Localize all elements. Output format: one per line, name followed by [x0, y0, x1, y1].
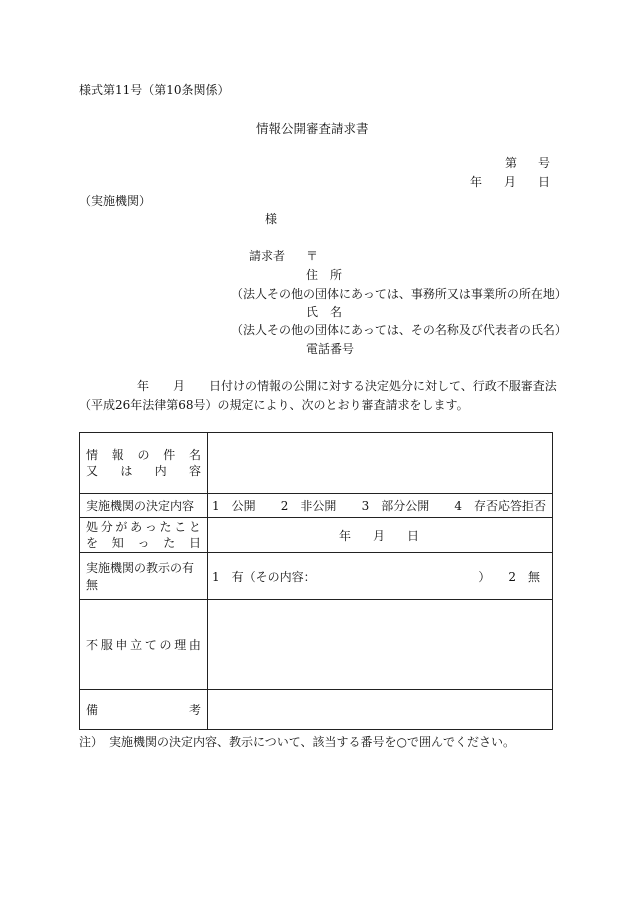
body-sentence: 日付けの情報の公開に対する決定処分に対して、行政不服審査法	[209, 379, 557, 393]
option-non-public[interactable]: 2 非公開	[280, 499, 337, 513]
date-year: 年	[470, 175, 483, 189]
body-month: 月	[173, 379, 186, 393]
name-char-1: 氏	[306, 305, 319, 319]
body-year: 年	[137, 379, 150, 393]
reason-value-cell[interactable]	[208, 600, 553, 690]
remarks-value-cell[interactable]	[208, 690, 553, 730]
date-day: 日	[537, 175, 550, 189]
instruction-value-cell	[208, 553, 553, 600]
table-row	[80, 494, 553, 518]
form-id: 様式第11号（第10条関係）	[79, 83, 230, 97]
name-char-2: 名	[329, 305, 342, 319]
instruction-options	[208, 568, 552, 585]
decision-options	[208, 497, 552, 514]
requester-label: 請求者	[249, 249, 286, 263]
table-row	[80, 518, 553, 553]
number-line	[505, 157, 550, 169]
table-row	[80, 600, 553, 690]
table-row	[80, 690, 553, 730]
document-title: 情報公開審査請求書	[256, 121, 369, 136]
name-note: （法人その他の団体にあっては、その名称及び代表者の氏名）	[231, 323, 567, 337]
address-char-1: 住	[306, 268, 319, 282]
date-line	[470, 176, 550, 188]
notice-date-label-line2: を 知 っ た 日	[86, 536, 201, 550]
notice-day: 日	[406, 528, 419, 543]
instruction-label: 実施機関の教示の有無	[80, 553, 208, 600]
remarks-label: 備 考	[86, 703, 201, 717]
postal-mark: 〒	[306, 249, 319, 263]
notice-date-label-line1: 処 分 が あ っ た こ と	[86, 520, 201, 534]
notice-year: 年	[339, 528, 352, 543]
recipient-suffix: 様	[265, 212, 278, 226]
subject-label-cell	[80, 433, 208, 494]
notice-date-label-cell	[80, 518, 208, 553]
name-label	[306, 306, 342, 318]
number-prefix: 第	[505, 156, 518, 170]
recipient-label: （実施機関）	[79, 194, 152, 208]
footnote: 注） 実施機関の決定内容、教示について、該当する番号を○で囲んでください。	[79, 735, 515, 749]
instruction-no-option[interactable]: 2 無	[508, 569, 540, 584]
table-row	[80, 553, 553, 600]
decision-options-cell	[208, 494, 553, 518]
instruction-close-paren: ）	[478, 569, 491, 584]
subject-value-cell[interactable]	[208, 433, 553, 494]
notice-date	[339, 527, 419, 544]
notice-date-value-cell[interactable]	[208, 518, 553, 553]
notice-month: 月	[372, 528, 385, 543]
body-line-2: （平成26年法律第68号）の規定により、次のとおり審査請求をします。	[79, 398, 469, 412]
address-label	[306, 269, 342, 281]
reason-label-cell	[80, 600, 208, 690]
table-row	[80, 433, 553, 494]
number-suffix: 号	[537, 156, 550, 170]
subject-label-line2: 又 は 内 容	[86, 464, 201, 478]
body-line-1	[137, 380, 557, 392]
phone-label: 電話番号	[306, 342, 355, 356]
option-partial-public[interactable]: 3 部分公開	[361, 499, 430, 513]
date-month: 月	[503, 175, 516, 189]
decision-label: 実施機関の決定内容	[80, 494, 208, 518]
option-public[interactable]: 1 公開	[212, 499, 256, 513]
instruction-yes-option[interactable]: 1 有（その内容：	[212, 569, 316, 584]
option-refusal[interactable]: 4 存否応答拒否	[454, 499, 546, 513]
remarks-label-cell	[80, 690, 208, 730]
subject-label-line1: 情 報 の 件 名	[86, 448, 201, 462]
address-note: （法人その他の団体にあっては、事務所又は事業所の所在地）	[231, 287, 567, 301]
request-table	[79, 432, 553, 730]
reason-label: 不 服 申 立 て の 理 由	[86, 638, 201, 652]
address-char-2: 所	[329, 268, 342, 282]
